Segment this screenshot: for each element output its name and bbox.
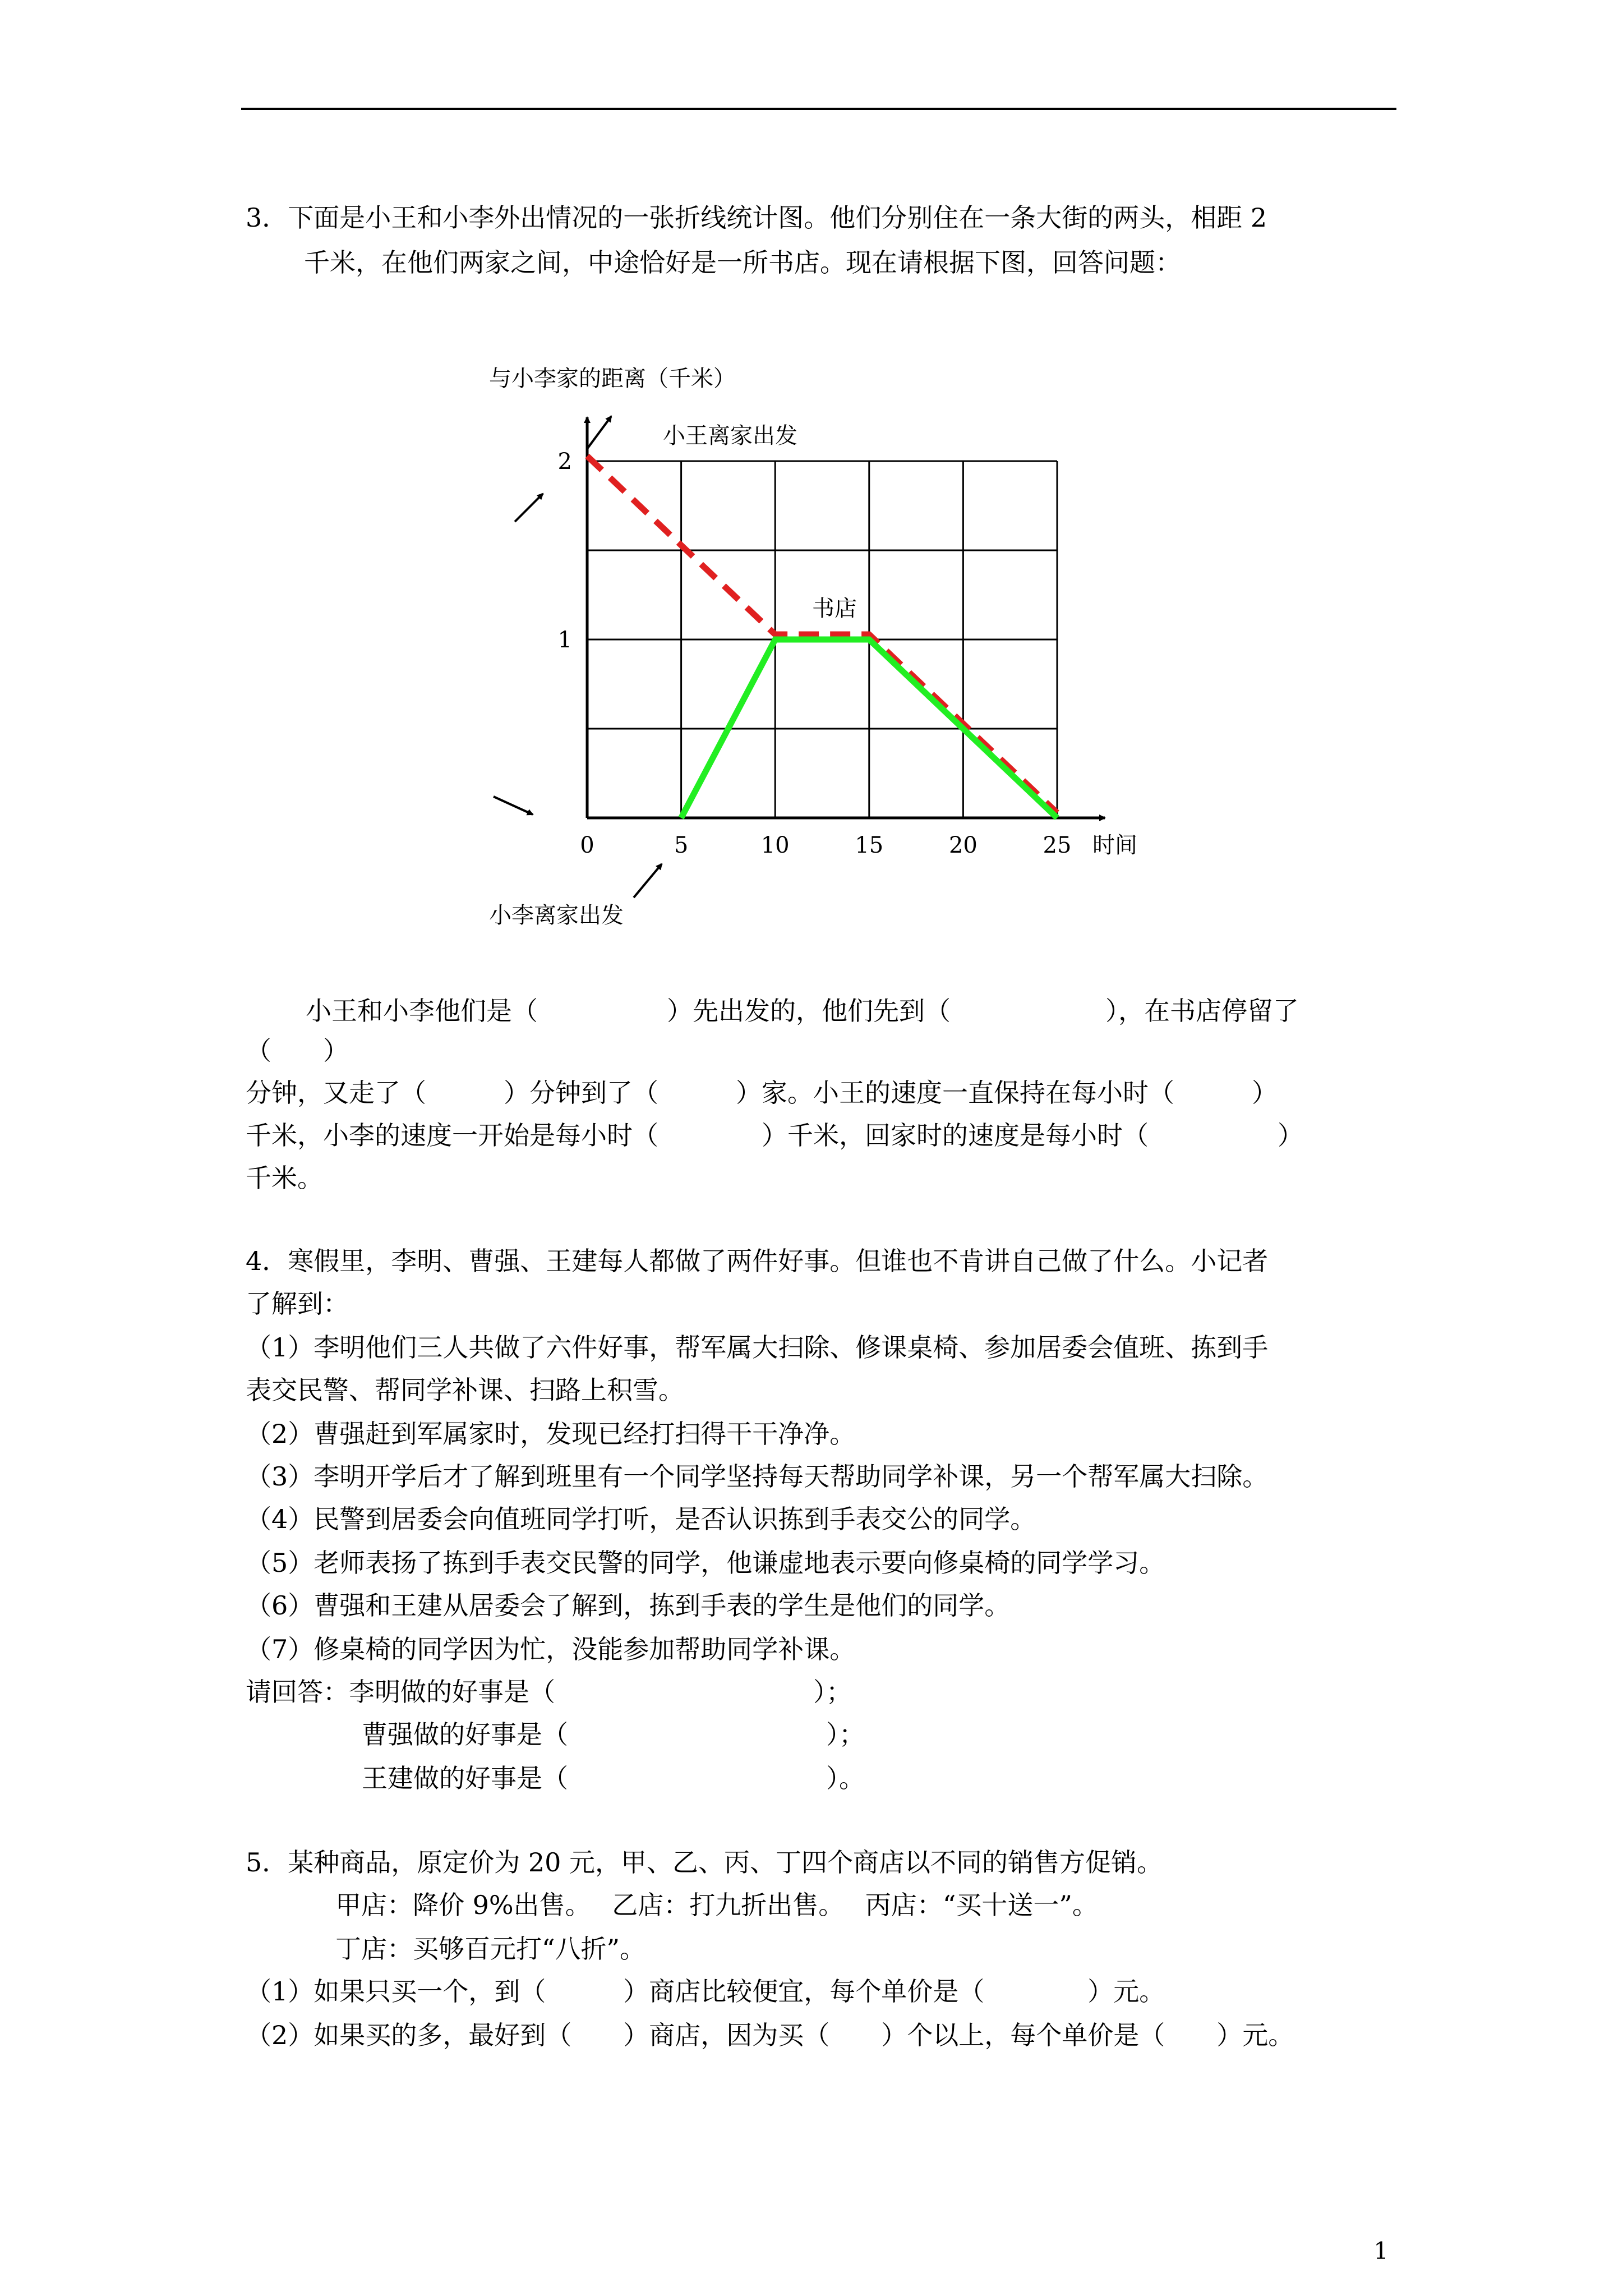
- q4-line-1: 4．寒假里，李明、曹强、王建每人都做了两件好事。但谁也不肯讲自己做了什么。小记者: [246, 1246, 1269, 1276]
- annotation-bookstore: 书店: [812, 596, 857, 622]
- annotation-wang-start: 小王离家出发: [663, 423, 797, 449]
- q5-line-1: 5．某种商品，原定价为 20 元，甲、乙、丙、丁四个商店以不同的销售方促销。: [246, 1847, 1163, 1878]
- q4-line-7: （4）民警到居委会向值班同学打听，是否认识拣到手表交公的同学。: [246, 1504, 1036, 1534]
- x-tick-label: 15: [855, 832, 884, 858]
- x-tick-label: 10: [760, 832, 790, 858]
- q4-line-5: （2）曹强赶到军属家时，发现已经打扫得干干净净。: [246, 1419, 856, 1449]
- q4-line-9: （6）曹强和王建从居委会了解到，拣到手表的学生是他们的同学。: [246, 1590, 1011, 1621]
- q4-line-3: （1）李明他们三人共做了六件好事，帮军属大扫除、修课桌椅、参加居委会值班、拣到手: [246, 1332, 1269, 1363]
- q5-line-4: （1）如果只买一个，到（ ）商店比较便宜，每个单价是（ ）元。: [246, 1976, 1165, 2007]
- chart-pointer-arrows: [494, 416, 662, 898]
- q4-line-6: （3）李明开学后才了解到班里有一个同学坚持每天帮助同学补课，另一个帮军属大扫除。: [246, 1461, 1269, 1492]
- q5-line-3: 丁店：买够百元打“八折”。: [335, 1934, 646, 1964]
- chart-series: [587, 456, 1057, 818]
- y-axis-label: 与小李家的距离（千米）: [489, 366, 736, 392]
- q3-line-2: 千米，在他们两家之间，中途恰好是一所书店。现在请根据下图，回答问题：: [304, 247, 1181, 278]
- q4-line-11: 请回答：李明做的好事是（ ）；: [246, 1677, 852, 1707]
- annotation-li-start: 小李离家出发: [489, 903, 624, 928]
- x-tick-label: 20: [948, 832, 978, 858]
- q5-line-5: （2）如果买的多，最好到（ ）商店，因为买（ ）个以上，每个单价是（ ）元。: [246, 2020, 1294, 2050]
- q4-line-13: 王建做的好事是（ ）。: [362, 1763, 865, 1793]
- q4-line-10: （7）修桌椅的同学因为忙，没能参加帮助同学补课。: [246, 1634, 856, 1664]
- pointer-arrow: [587, 416, 611, 449]
- pointer-arrow: [515, 494, 543, 522]
- pointer-arrow: [494, 797, 533, 815]
- q3-answer-line-4: 千米，小李的速度一开始是每小时（ ）千米，回家时的速度是每小时（ ）: [246, 1120, 1303, 1151]
- chart-ticks: [558, 449, 1072, 858]
- q4-line-8: （5）老师表扬了拣到手表交民警的同学，他谦虚地表示要向修桌椅的同学学习。: [246, 1548, 1165, 1578]
- q4-line-12: 曹强做的好事是（ ）；: [362, 1719, 865, 1750]
- x-axis-label: 时间: [1092, 832, 1137, 858]
- x-tick-label: 5: [674, 832, 689, 858]
- q3-answer-line-2: （ ）: [246, 1036, 349, 1066]
- q3-answer-line-1: 小王和小李他们是（ ）先出发的，他们先到（ ），在书店停留了: [306, 996, 1299, 1026]
- q3-answer-line-5: 千米。: [246, 1163, 323, 1193]
- pointer-arrow: [634, 864, 662, 898]
- distance-time-chart: [0, 0, 1623, 1010]
- q5-line-2: 甲店：降价 9%出售。 乙店：打九折出售。 丙店：“买十送一”。: [335, 1890, 1098, 1920]
- y-tick-label: 1: [557, 627, 572, 653]
- x-tick-label: 0: [580, 832, 594, 858]
- q3-answer-line-3: 分钟，又走了（ ）分钟到了（ ）家。小王的速度一直保持在每小时（ ）: [246, 1078, 1278, 1108]
- x-tick-label: 25: [1043, 832, 1072, 858]
- q4-line-2: 了解到：: [246, 1289, 349, 1319]
- series-line-dashed: [587, 456, 1057, 813]
- q4-line-4: 表交民警、帮同学补课、扫路上积雪。: [246, 1375, 684, 1405]
- y-tick-label: 2: [557, 449, 572, 475]
- q3-line-1: 3．下面是小王和小李外出情况的一张折线统计图。他们分别住在一条大街的两头，相距 2: [246, 203, 1267, 233]
- page-number: 1: [1373, 2237, 1389, 2265]
